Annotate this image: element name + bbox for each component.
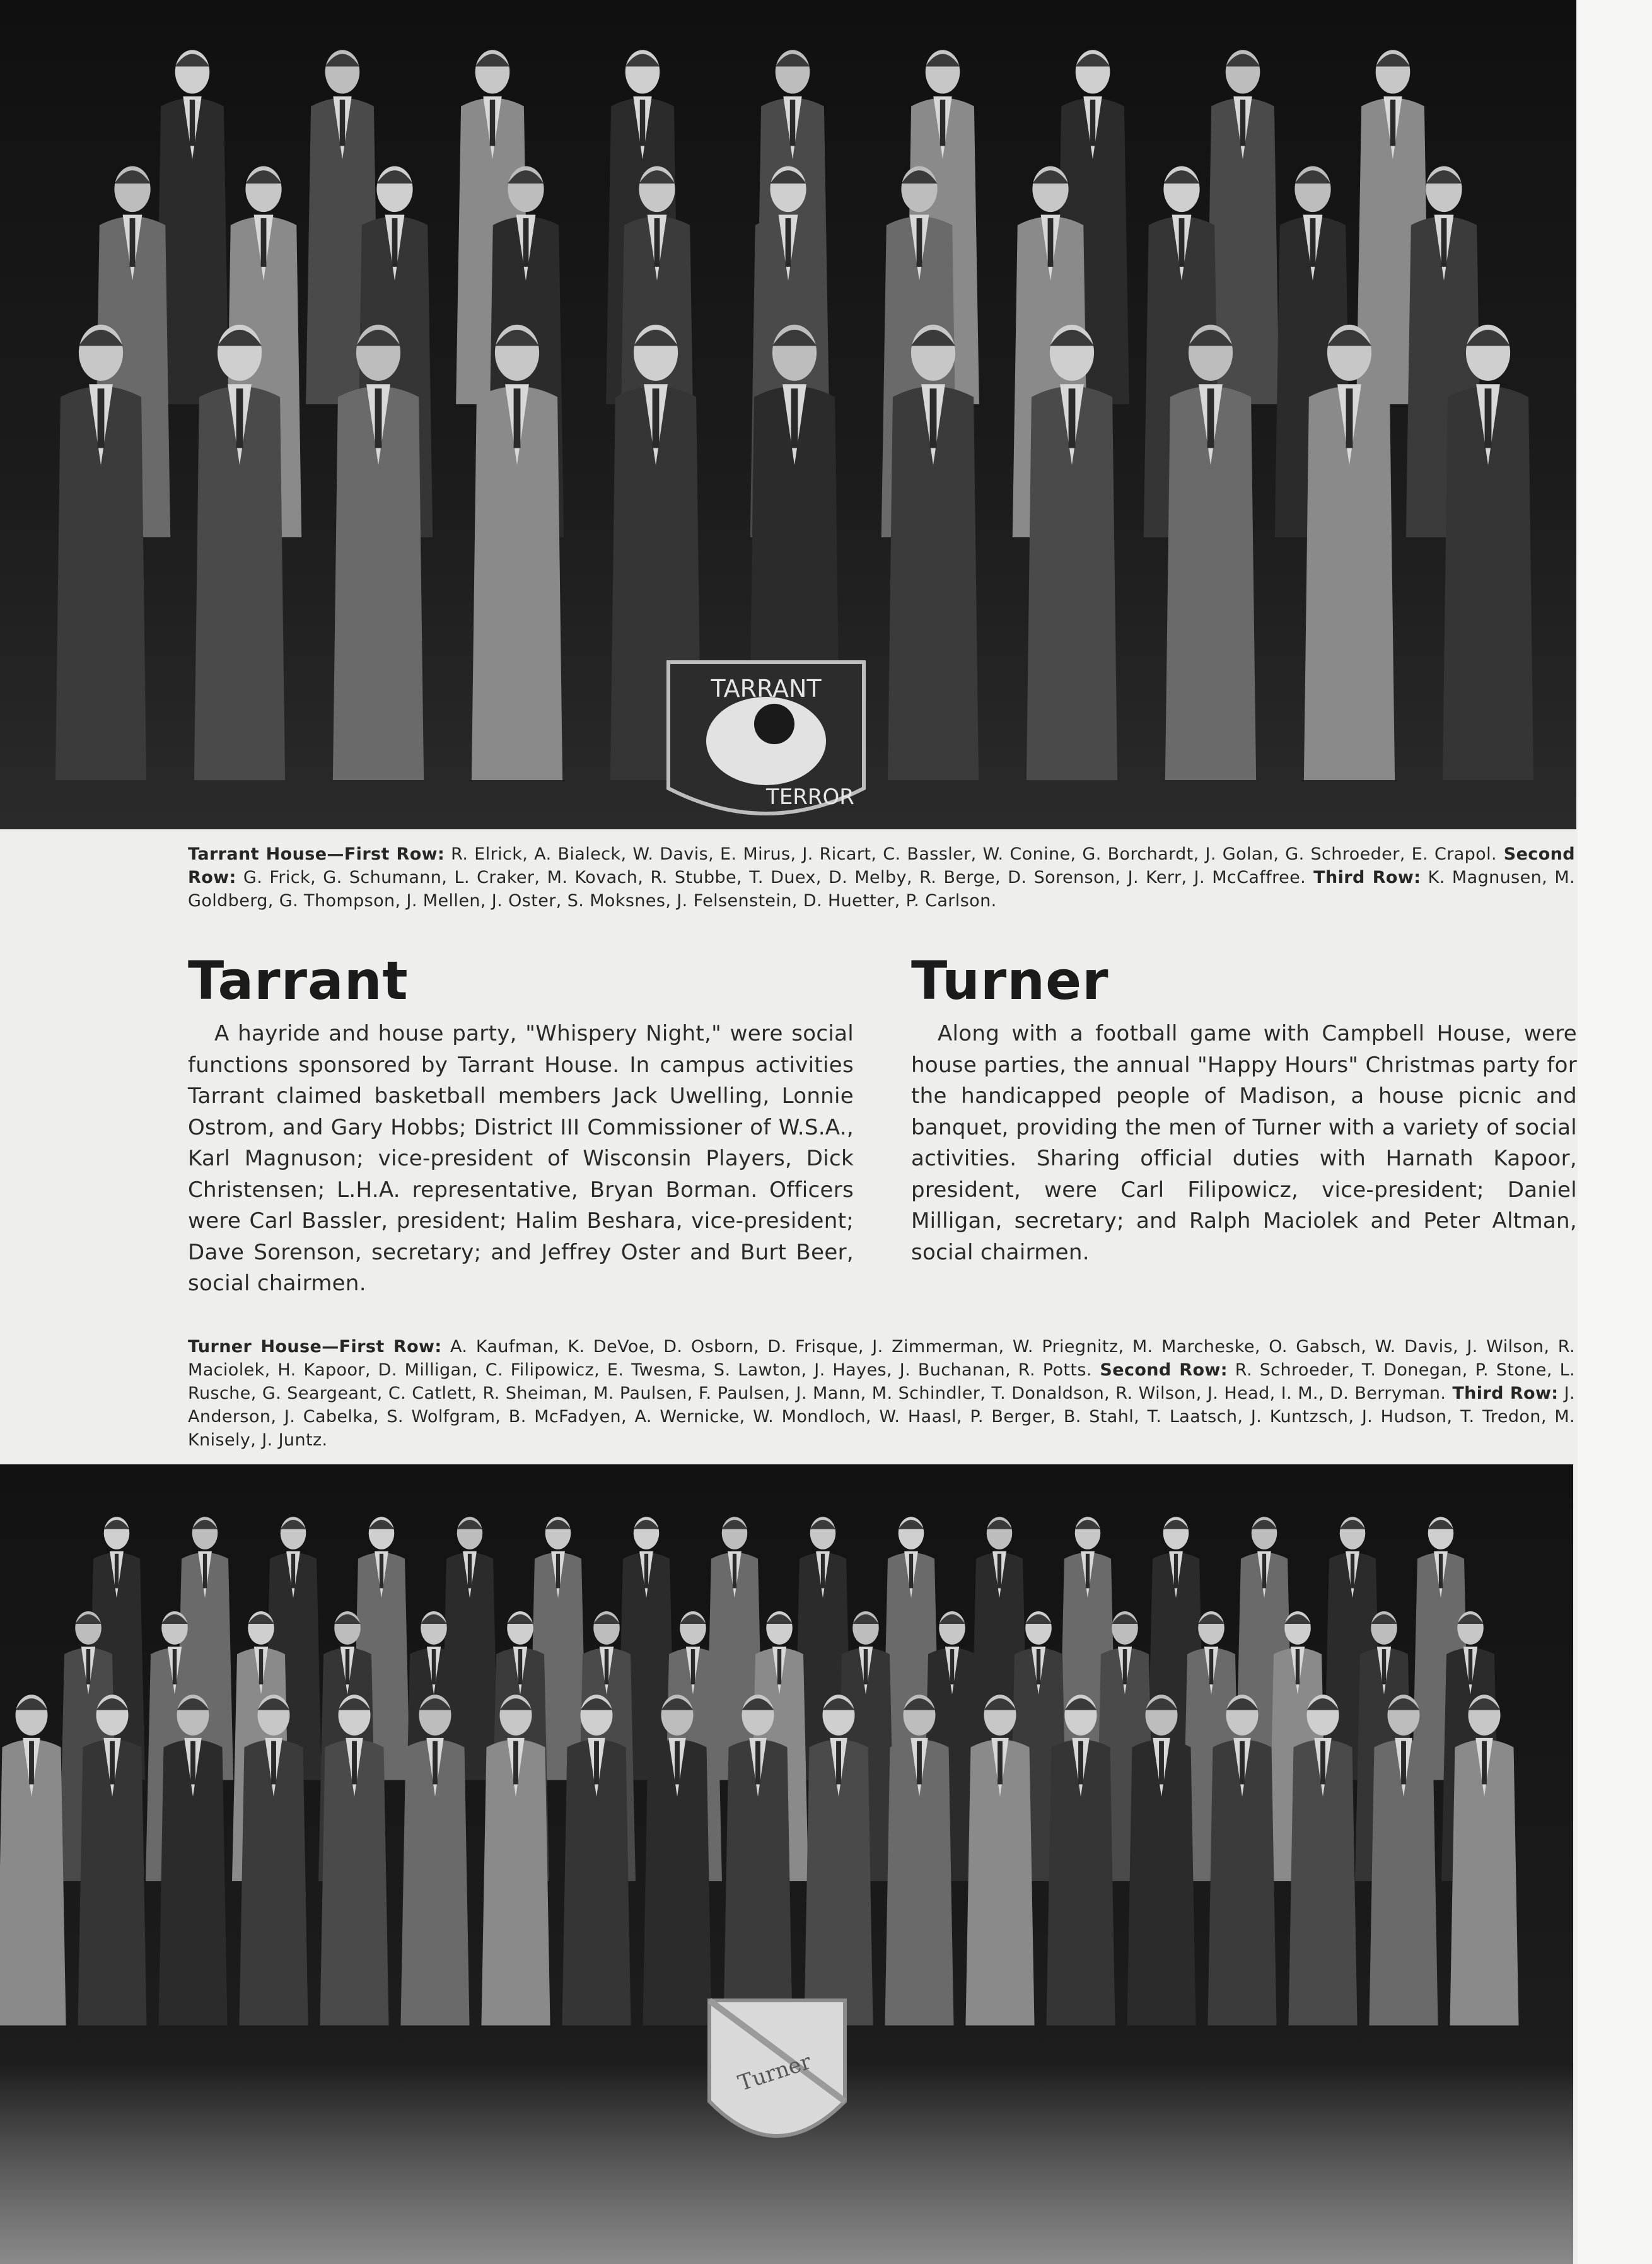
- scan-edge: [1578, 0, 1652, 2264]
- turner-body: Along with a football game with Campbell House, were house parties, the annual "Happy Hours" Christmas party for the handicapped people of Madison, a house picnic and banquet, providing the men of Turner with a variety of social activities. Sharing official duties with Harnath Kapoor, president, were Carl Filipowicz, vice-president; Daniel Milligan, secretary; and Ralph Maciolek and Peter Altman, social chairmen.: [911, 1021, 1577, 1265]
- turner-article: [911, 949, 1577, 1268]
- group-member-figure: [1027, 325, 1117, 780]
- turner-caption-second-row-label: Second Row:: [1091, 1360, 1228, 1380]
- tarrant-caption-second-row: G. Frick, G. Schumann, L. Craker, M. Kovach, R. Stubbe, T. Duex, D. Melby, R. Berge, D. Sorenson, J. Kerr, J. McCaffree.: [236, 868, 1306, 887]
- tarrant-caption-house: Tarrant House: [188, 844, 327, 864]
- turner-crest-text: Turner: [735, 2049, 815, 2096]
- group-member-figure: [1443, 325, 1533, 780]
- group-member-figure: [888, 325, 979, 780]
- turner-caption-first-row-label: —First Row:: [322, 1337, 442, 1357]
- group-member-figure: [1304, 325, 1395, 780]
- tarrant-crest-bottom-text: TERROR: [766, 785, 854, 810]
- tarrant-body: A hayride and house party, "Whispery Night," were social functions sponsored by Tarrant House. In campus activities Tarrant claimed basketball members Jack Uwelling, Lonnie Ostrom, and Gary Hobbs; District III Commissioner of W.S.A., Karl Magnuson; vice-president of Wisconsin Players, Dick Christensen; L.H.A. representative, Bryan Borman. Officers were Carl Bassler, president; Halim Beshara, vice-president; Dave Sorenson, secretary; and Jeffrey Oster and Burt Beer, social chairmen.: [188, 1021, 854, 1296]
- tarrant-heading: Tarrant: [188, 950, 409, 1012]
- turner-crest: [709, 2000, 845, 2136]
- tarrant-crest-top-text: TARRANT: [711, 675, 822, 703]
- turner-caption-third-row-label: Third Row:: [1446, 1384, 1559, 1403]
- tarrant-group-photo: [0, 0, 1576, 829]
- turner-caption-second-row: R. Schroeder, T. Donegan, P. Stone, L. Rusche, G. Seargeant, C. Catlett, R. Sheiman, M. Paulsen, F. Paulsen, J. Mann, M. Schindler, T. Donaldson, R. Wilson, J. Head, I. M., D. Berryman.: [188, 1360, 1575, 1403]
- turner-caption-house: Turner House: [188, 1337, 322, 1357]
- turner-photo-art: [0, 1464, 1573, 2264]
- tarrant-caption-first-row-label: —First Row:: [327, 844, 445, 864]
- group-member-figure: [194, 325, 285, 780]
- turner-heading: Turner: [911, 950, 1109, 1012]
- group-member-figure: [1165, 325, 1256, 780]
- group-member-figure: [472, 325, 562, 780]
- turner-group-photo: [0, 1464, 1573, 2264]
- tarrant-crest: [668, 662, 864, 814]
- tarrant-article: [188, 949, 854, 1300]
- tarrant-caption-third-row: K. Magnusen, M. Goldberg, G. Thompson, J. Mellen, J. Oster, S. Moksnes, J. Felsenstein, D. Huetter, P. Carlson.: [188, 868, 1576, 911]
- group-member-figure: [55, 325, 146, 780]
- tarrant-photo-art: [0, 0, 1576, 829]
- tarrant-caption-second-row-label: Second Row:: [188, 844, 1575, 887]
- turner-photo-caption: [188, 1335, 1575, 1452]
- turner-caption-third-row: J. Anderson, J. Cabelka, S. Wolfgram, B. McFadyen, A. Wernicke, W. Mondloch, W. Haasl, P. Berger, B. Stahl, T. Laatsch, J. Kuntzsch, J. Hudson, T. Tredon, M. Knisely, J. Juntz.: [188, 1384, 1576, 1450]
- tarrant-photo-caption: [188, 843, 1575, 913]
- turner-caption-first-row: A. Kaufman, K. DeVoe, D. Osborn, D. Frisque, J. Zimmerman, W. Priegnitz, M. Marcheske, O. Gabsch, W. Davis, J. Wilson, R. Maciolek, H. Kapoor, D. Milligan, C. Filipowicz, E. Twesma, S. Lawton, J. Hayes, J. Buchanan, R. Potts.: [188, 1337, 1575, 1380]
- tarrant-caption-third-row-label: Third Row:: [1306, 868, 1421, 887]
- group-member-figure: [333, 325, 424, 780]
- tarrant-caption-first-row: R. Elrick, A. Bialeck, W. Davis, E. Mirus, J. Ricart, C. Bassler, W. Conine, G. Borchardt, J. Golan, G. Schroeder, E. Crapol.: [445, 844, 1497, 864]
